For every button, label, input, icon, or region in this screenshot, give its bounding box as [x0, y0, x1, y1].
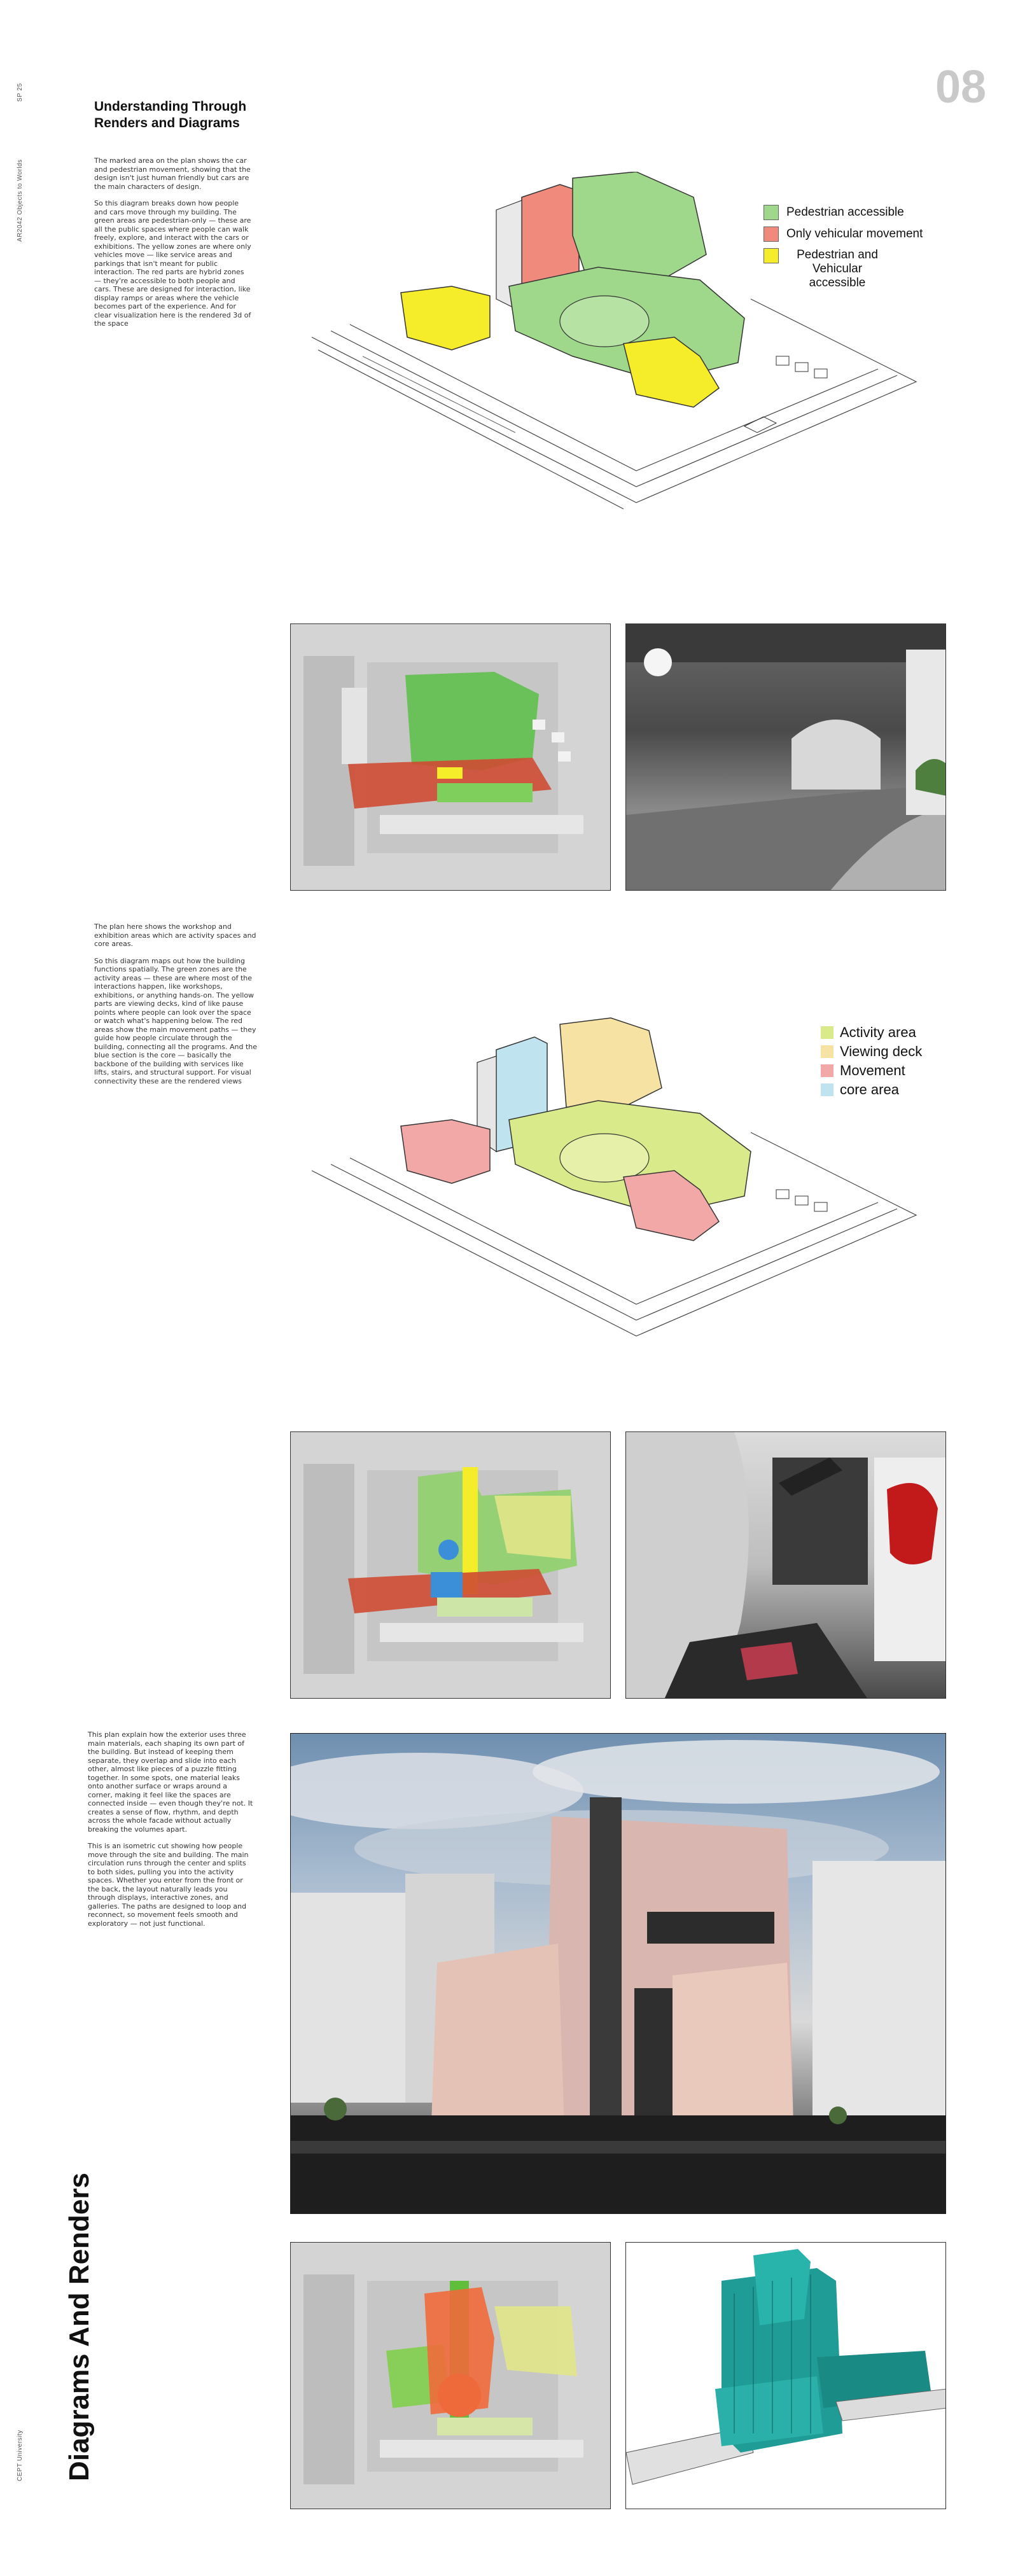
legend-label: Viewing deck	[840, 1043, 923, 1059]
render-interior-tunnel	[625, 623, 946, 891]
legend-movement	[764, 205, 929, 296]
legend-swatch-red	[764, 226, 779, 242]
paragraph-movement	[94, 157, 253, 337]
site-plan-functions	[290, 1431, 611, 1699]
university-label: CEPT University	[17, 2430, 24, 2481]
paragraph-materials-1: This plan explain how the exterior uses three main materials, each shaping its own part of the building. But instead of keeping them separate, they overlap and slide into each other, almost like pieces of a puzzle fitting together. In some spots, one material leaks onto another surface or wraps around a corner, making it feel like the spaces are connected inside — even though they're not. It creates a sense of flow, rhythm, and depth across the whole facade without actually breaking the volumes apart.	[88, 1730, 253, 1834]
legend-swatch-movement	[821, 1064, 833, 1077]
legend-swatch-green	[764, 205, 779, 220]
legend-label: Pedestrian accessible	[786, 205, 904, 219]
site-plan-materials	[290, 2242, 611, 2509]
legend-swatch-yellow	[764, 248, 779, 263]
legend-label: Only vehicular movement	[786, 227, 923, 240]
legend-functions	[821, 1024, 942, 1101]
legend-item	[821, 1043, 942, 1060]
paragraph-materials-2: This is an isometric cut showing how people move through the site and building. The main circulation runs through the center and splits to both sides, pulling you into the activity spaces. Whether you enter from the front or the back, the layout naturally leads you through displays, interactive zones, and galleries. The paths are designed to loop and reconnect, so movement feels smooth and exploratory — not just functional.	[88, 1842, 249, 1928]
legend-item	[764, 226, 929, 242]
render-isometric-cut	[625, 2242, 946, 2509]
render-interior-car	[625, 1431, 946, 1699]
page-title: Understanding Through Renders and Diagrams	[94, 99, 247, 130]
legend-label: Pedestrian and Vehicular accessible	[797, 248, 878, 289]
paragraph-materials	[88, 1730, 253, 1936]
paragraph-movement-2: So this diagram breaks down how people and cars move through my building. The green areas are pedestrian-only — these are all the public spaces where people can walk freely, explore, and interact with the cars or exhibitions. The yellow zones are where only vehicles move — like service areas and parkings that isn't meant for public interaction. The red parts are hybrid zones — they're accessible to both people and cars. These are designed for interaction, like display ramps or areas where the vehicle becomes part of the experience. And for clear visualization here is the rendered 3d of the space	[94, 199, 251, 328]
semester-label: SP 25	[17, 83, 24, 102]
render-exterior-facade	[290, 1733, 946, 2214]
paragraph-functions-2: So this diagram maps out how the building functions spatially. The green zones are the activity areas — these are where most of the interactions happen, like workshops, exhibitions, or anything hands-on. The yellow parts are viewing decks, kind of like pause points where people can look over the space or watch what's happening below. The red areas show the main movement paths — they guide how people circulate through the building, connecting all the programs. And the blue section is the core — basically the backbone of the building with services like lifts, stairs, and structural support. For visual connectivity these are the rendered views	[94, 956, 258, 1085]
legend-swatch-core	[821, 1083, 833, 1096]
legend-item	[821, 1062, 942, 1079]
legend-swatch-viewing	[821, 1045, 833, 1058]
legend-item	[821, 1024, 942, 1041]
section-title: Diagrams And Renders	[64, 2173, 95, 2481]
paragraph-functions	[94, 922, 260, 1094]
legend-swatch-activity	[821, 1026, 833, 1039]
site-plan-movement	[290, 623, 611, 891]
legend-label: Activity area	[840, 1024, 916, 1040]
paragraph-functions-1: The plan here shows the workshop and exhibition areas which are activity spaces and core areas.	[94, 922, 256, 948]
paragraph-movement-1: The marked area on the plan shows the car and pedestrian movement, showing that the design isn't just human friendly but cars are the main characters of design.	[94, 157, 251, 191]
course-code-label: AR2042 Objects to Worlds	[17, 159, 24, 242]
legend-item	[764, 205, 929, 220]
legend-item	[764, 248, 929, 290]
legend-item	[821, 1082, 942, 1098]
legend-label: Movement	[840, 1062, 905, 1078]
page-number: 08	[935, 62, 987, 113]
legend-label: core area	[840, 1082, 899, 1097]
